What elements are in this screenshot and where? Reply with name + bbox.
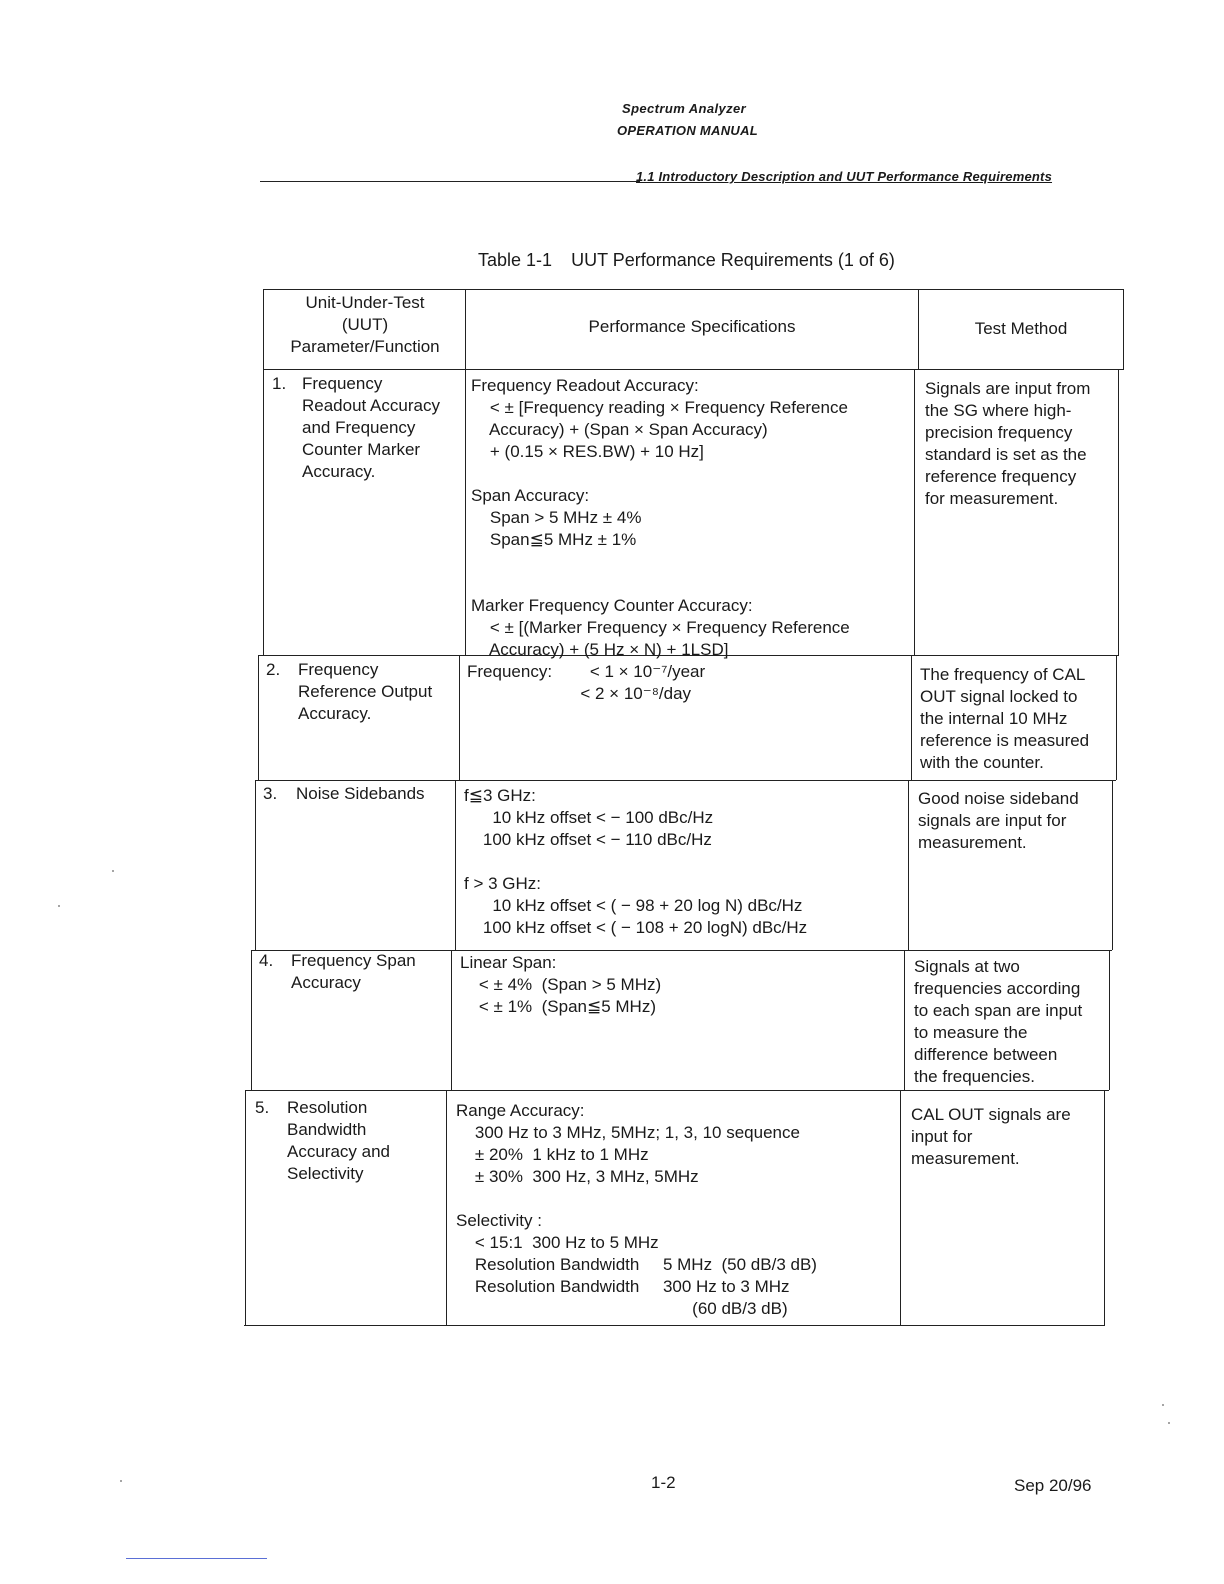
table-rule bbox=[900, 1090, 901, 1325]
method-cell: The frequency of CAL OUT signal locked to the internal 10 MHz reference is measured with the counter. bbox=[920, 665, 1090, 772]
scan-speck bbox=[112, 870, 114, 872]
table-rule bbox=[911, 655, 912, 780]
table-rule bbox=[455, 780, 456, 950]
manual-subtitle: OPERATION MANUAL bbox=[617, 123, 759, 138]
table-rule bbox=[1116, 655, 1117, 780]
table-rule bbox=[258, 655, 259, 780]
row-number: 5. bbox=[255, 1098, 270, 1117]
row-number: 4. bbox=[259, 951, 274, 970]
table-rule bbox=[914, 369, 915, 655]
table-rule bbox=[245, 1090, 246, 1325]
table-caption bbox=[478, 250, 909, 271]
method-cell: CAL OUT signals are input for measurement. bbox=[911, 1105, 1071, 1168]
param-cell: Frequency Readout Accuracy and Frequency Counter Marker Accuracy. bbox=[302, 374, 440, 481]
table-rule bbox=[255, 780, 256, 950]
table-rule bbox=[263, 369, 264, 655]
manual-title: Spectrum Analyzer bbox=[622, 101, 747, 116]
table-rule bbox=[451, 950, 452, 1090]
scan-speck bbox=[1162, 1404, 1164, 1406]
table-rule bbox=[446, 1090, 447, 1325]
table-rule bbox=[1112, 780, 1113, 950]
performance-table bbox=[244, 289, 1124, 1333]
table-rule bbox=[251, 950, 252, 1090]
param-cell: Frequency Reference Output Accuracy. bbox=[298, 660, 433, 723]
table-rule bbox=[908, 780, 909, 950]
header-spec: Performance Specifications bbox=[588, 317, 796, 336]
header-rule bbox=[260, 181, 640, 182]
spec-cell: Linear Span: < ± 4% (Span > 5 MHz) < ± 1% (Span≦5 MHz) bbox=[460, 953, 662, 1016]
method-cell: Signals at two frequencies according to each span are input to measure the difference between the frequencies. bbox=[914, 957, 1083, 1086]
table-rule bbox=[263, 369, 1124, 370]
table-rule bbox=[255, 780, 1116, 781]
scan-mark bbox=[126, 1558, 267, 1559]
method-cell: Good noise sideband signals are input for measurement. bbox=[918, 789, 1079, 852]
table-rule bbox=[459, 655, 460, 780]
param-cell: Resolution Bandwidth Accuracy and Selectivity bbox=[287, 1098, 390, 1183]
table-rule bbox=[904, 950, 905, 1090]
header-method: Test Method bbox=[974, 319, 1068, 338]
header-param: Unit-Under-Test (UUT) Parameter/Function bbox=[290, 293, 440, 356]
spec-cell: Frequency: < 1 × 10⁻⁷/year < 2 × 10⁻⁸/day bbox=[467, 662, 706, 703]
section-title: 1.1 Introductory Description and UUT Performance Requirements bbox=[636, 169, 1053, 184]
scan-speck bbox=[58, 905, 60, 907]
method-cell: Signals are input from the SG where high- precision frequency standard is set as the reference frequency for measurement. bbox=[925, 379, 1091, 508]
row-number: 3. bbox=[263, 784, 278, 803]
spec-cell: Range Accuracy: 300 Hz to 3 MHz, 5MHz; 1, 3, 10 sequence ± 20% 1 kHz to 1 MHz ± 30% 300 Hz, 3 MHz, 5MHz Selectivity : < 15:1 300 Hz to 5 MHz Resolution Bandwidth 5 MHz (50 dB/3 dB) Resolution Bandwidth 300 Hz to 3 MHz (60 dB/3 dB) bbox=[456, 1101, 817, 1318]
table-rule bbox=[244, 1325, 1105, 1326]
table-rule bbox=[1118, 369, 1119, 655]
table-rule bbox=[1109, 950, 1110, 1090]
param-cell: Frequency Span Accuracy bbox=[291, 951, 416, 992]
table-rule bbox=[1123, 289, 1124, 369]
table-rule bbox=[263, 289, 1124, 290]
spec-cell: f≦3 GHz: 10 kHz offset < − 100 dBc/Hz 100 kHz offset < − 110 dBc/Hz f > 3 GHz: 10 kHz offset < ( − 98 + 20 log N) dBc/Hz 100 kHz offset < ( − 108 + 20 logN) dBc/Hz bbox=[464, 786, 808, 937]
table-rule bbox=[246, 1090, 1109, 1091]
table-rule bbox=[263, 289, 264, 369]
table-rule bbox=[1104, 1090, 1105, 1325]
param-cell: Noise Sidebands bbox=[296, 784, 425, 803]
revision-date: Sep 20/96 bbox=[1014, 1476, 1092, 1495]
table-title: UUT Performance Requirements (1 of 6) bbox=[571, 250, 895, 270]
table-number: Table 1-1 bbox=[478, 250, 553, 270]
scan-speck bbox=[1168, 1422, 1170, 1424]
row-number: 1. bbox=[272, 374, 287, 393]
scan-speck bbox=[120, 1480, 122, 1482]
spec-cell: Frequency Readout Accuracy: < ± [Frequency reading × Frequency Reference Accuracy) + (Span × Span Accuracy) + (0.15 × RES.BW) + 10 Hz] Span Accuracy: Span > 5 MHz ± 4% Span≦5 MHz ± 1% Marker Frequency Counter Accuracy: < ± [(Marker Frequency × Frequency Reference Accuracy) + (5 Hz × N) + 1LSD] bbox=[471, 376, 850, 659]
table-rule bbox=[465, 369, 466, 655]
row-number: 2. bbox=[266, 660, 281, 679]
page-number: 1-2 bbox=[651, 1473, 676, 1492]
